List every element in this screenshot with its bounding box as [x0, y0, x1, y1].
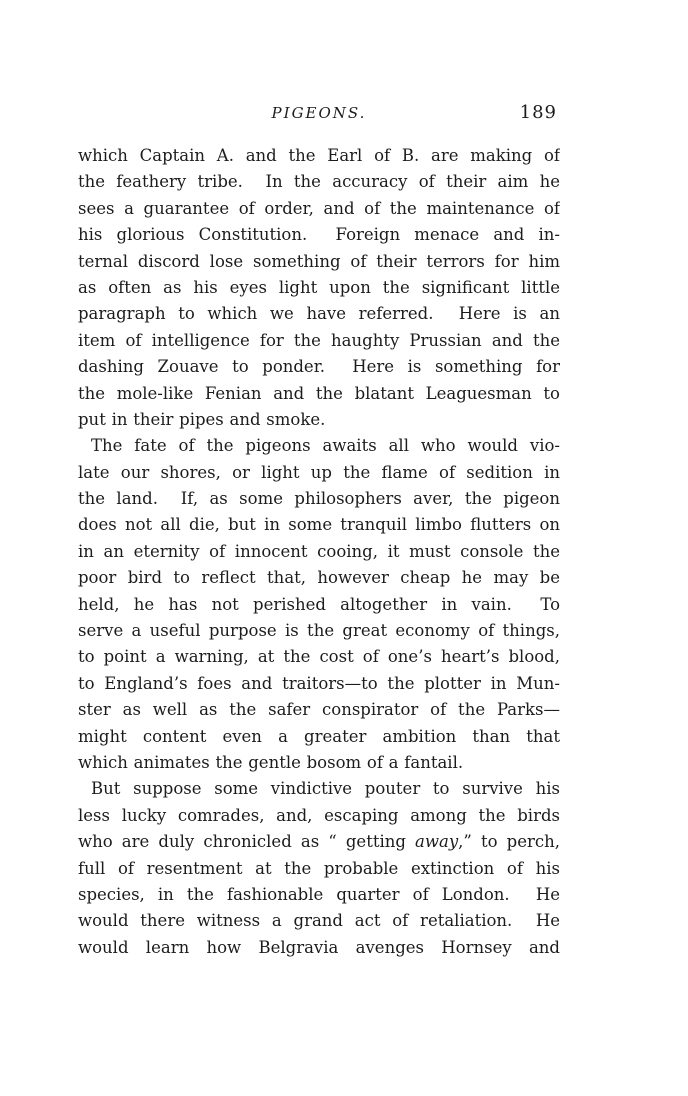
text-line: his glorious Constitution. Foreign menace and in- — [78, 225, 560, 245]
text-line: might content even a greater ambition than that — [78, 726, 560, 746]
paragraph — [78, 433, 560, 776]
text-line: would learn how Belgravia avenges Hornsey and — [78, 937, 560, 957]
text-line: does not all die, but in some tranquil limbo flutters on — [78, 515, 560, 535]
text-line: sees a guarantee of order, and of the maintenance of — [78, 198, 560, 218]
italic-word: away — [415, 832, 459, 852]
text-line: would there witness a grand act of retaliation. He — [78, 911, 560, 931]
text-line: which animates the gentle bosom of a fantail. — [78, 752, 464, 772]
text-line: put in their pipes and smoke. — [78, 409, 326, 429]
text-line: in an eternity of innocent cooing, it must console the — [78, 541, 560, 561]
text-line: to point a warning, at the cost of one’s heart’s blood, — [78, 647, 560, 667]
text-line: dashing Zouave to ponder. Here is something for — [78, 357, 560, 377]
text-line: poor bird to reflect that, however cheap he may be — [78, 568, 560, 588]
text-line: item of intelligence for the haughty Prussian and the — [78, 330, 560, 350]
text-line: species, in the fashionable quarter of London. He — [78, 884, 560, 904]
text-line: to England’s foes and traitors—to the plotter in Mun- — [78, 673, 560, 693]
page-title: PIGEONS. — [271, 104, 367, 122]
text-line: as often as his eyes light upon the significant little — [78, 277, 560, 297]
page-number: 189 — [519, 102, 557, 123]
text-line — [78, 829, 560, 855]
text-line: held, he has not perished altogether in vain. To — [78, 594, 560, 614]
running-header — [78, 101, 560, 125]
text-line: less lucky comrades, and, escaping among the birds — [78, 805, 560, 825]
text-line: which Captain A. and the Earl of B. are making of — [78, 146, 560, 165]
text-segment: who are duly chronicled as “ getting — [78, 832, 416, 852]
text-line: paragraph to which we have referred. Here is an — [78, 304, 560, 324]
text-line: But suppose some vindictive pouter to survive his — [91, 779, 560, 799]
text-block — [78, 143, 560, 961]
text-line: ternal discord lose something of their terrors for him — [78, 251, 560, 271]
text-line: ster as well as the safer conspirator of the Parks— — [78, 700, 560, 720]
text-line: the land. If, as some philosophers aver, the pigeon — [78, 489, 560, 509]
text-line: serve a useful purpose is the great economy of things, — [78, 621, 560, 641]
text-line: the mole-like Fenian and the blatant Leaguesman to — [78, 383, 560, 403]
text-line: late our shores, or light up the flame of sedition in — [78, 462, 560, 482]
paragraph — [78, 776, 560, 961]
text-line: The fate of the pigeons awaits all who would vio- — [91, 436, 560, 456]
paragraph — [78, 143, 560, 433]
text-line: full of resentment at the probable extinction of his — [78, 858, 560, 878]
text-segment: ,” to perch, — [458, 832, 560, 852]
text-line: the feathery tribe. In the accuracy of their aim he — [78, 172, 560, 192]
